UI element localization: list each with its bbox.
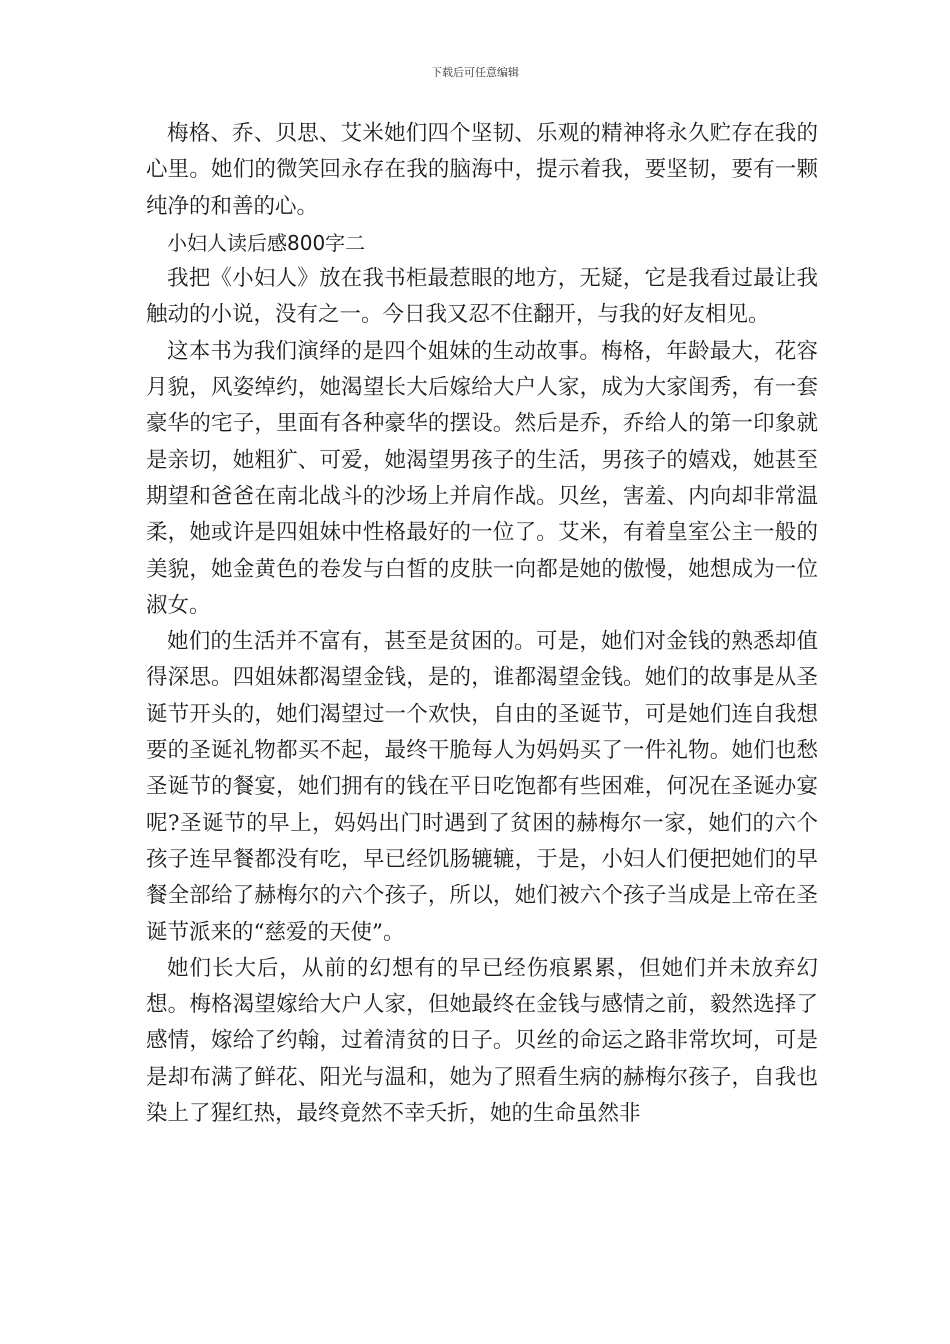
paragraph: 梅格、乔、贝思、艾米她们四个坚韧、乐观的精神将永久贮存在我的心里。她们的微笑回永存在我的脑海中，提示着我，要坚韧，要有一颗纯净的和善的心。 [146, 121, 818, 219]
document-body [146, 116, 818, 1132]
section-heading: 小妇人读后感800字二 [167, 230, 366, 255]
page-header: 下载后可任意编辑 [431, 66, 519, 79]
paragraph: 我把《小妇人》放在我书柜最惹眼的地方，无疑，它是我看过最让我触动的小说，没有之一。今日我又忍不住翻开，与我的好友相见。 [146, 266, 818, 328]
paragraph: 这本书为我们演绎的是四个姐妹的生动故事。梅格，年龄最大，花容月貌，风姿绰约，她渴望长大后嫁给大户人家，成为大家闺秀，有一套豪华的宅子，里面有各种豪华的摆设。然后是乔，乔给人的第一印象就是亲切，她粗犷、可爱，她渴望男孩子的生活，男孩子的嬉戏，她甚至期望和爸爸在南北战斗的沙场上并肩作战。贝丝，害羞、内向却非常温柔，她或许是四姐妹中性格最好的一位了。艾米，有着皇室公主一般的美貌，她金黄色的卷发与白皙的皮肤一向都是她的傲慢，她想成为一位淑女。 [146, 338, 818, 618]
paragraph: 她们长大后，从前的幻想有的早已经伤痕累累，但她们并未放弃幻想。梅格渴望嫁给大户人家，但她最终在金钱与感情之前，毅然选择了感情，嫁给了约翰，过着清贫的日子。贝丝的命运之路非常坎坷，可是是却布满了鲜花、阳光与温和，她为了照看生病的赫梅尔孩子，自我也染上了猩红热，最终竟然不幸夭折，她的生命虽然非 [146, 955, 818, 1127]
paragraph: 她们的生活并不富有，甚至是贫困的。可是，她们对金钱的熟悉却值得深思。四姐妹都渴望金钱，是的，谁都渴望金钱。她们的故事是从圣诞节开头的，她们渴望过一个欢快，自由的圣诞节，可是她们连自我想要的圣诞礼物都买不起，最终干脆每人为妈妈买了一件礼物。她们也愁圣诞节的餐宴，她们拥有的钱在平日吃饱都有些困难，何况在圣诞办宴呢?圣诞节的早上，妈妈出门时遇到了贫困的赫梅尔一家，她们的六个孩子连早餐都没有吃，早已经饥肠辘辘，于是，小妇人们便把她们的早餐全部给了赫梅尔的六个孩子，所以，她们被六个孩子当成是上帝在圣诞节派来的“慈爱的天使”。 [146, 629, 818, 945]
